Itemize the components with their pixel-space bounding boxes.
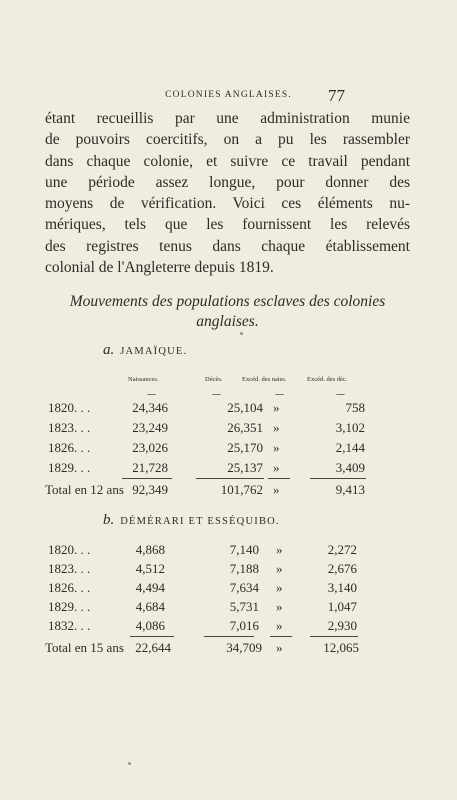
cell-year: 1823. . .	[48, 420, 91, 435]
cell-excess-deaths: 3,140	[327, 580, 357, 595]
total-label: Total en 15 ans	[45, 640, 124, 655]
section-title-line: anglaises.	[196, 313, 259, 330]
cell-births: 4,684	[135, 599, 165, 614]
total-rule	[130, 636, 174, 637]
total-rule	[204, 636, 254, 637]
cell-excess-births: »	[276, 542, 283, 557]
cell-year: 1829. . .	[48, 460, 91, 475]
total-excess-births: »	[276, 640, 283, 655]
cell-excess-deaths: 3,102	[335, 420, 365, 435]
col-header-deaths: Décès.	[205, 376, 223, 383]
cell-year: 1826. . .	[48, 440, 91, 455]
cell-excess-deaths: 2,930	[327, 618, 357, 633]
cell-deaths: 7,016	[229, 618, 259, 633]
cell-year: 1823. . .	[48, 561, 91, 576]
table-row	[0, 599, 457, 619]
table-total-row	[0, 640, 457, 660]
cell-births: 23,249	[132, 420, 168, 435]
cell-deaths: 7,140	[229, 542, 259, 557]
cell-deaths: 25,170	[227, 440, 263, 455]
total-label: Total en 12 ans	[45, 482, 124, 497]
cell-deaths: 7,634	[229, 580, 259, 595]
total-deaths: 34,709	[226, 640, 262, 655]
total-rule	[122, 478, 172, 479]
section-title	[45, 292, 410, 332]
table-row	[0, 618, 457, 638]
table-row	[0, 420, 457, 440]
col-header-excess-births: Excéd. des naiss.	[242, 376, 287, 383]
cell-births: 24,346	[132, 400, 168, 415]
cell-year: 1829. . .	[48, 599, 91, 614]
cell-births: 4,868	[135, 542, 165, 557]
cell-excess-births: »	[276, 599, 283, 614]
cell-excess-births: »	[276, 561, 283, 576]
cell-excess-deaths: 2,272	[327, 542, 357, 557]
cell-births: 4,494	[135, 580, 165, 595]
text-line: une période assez longue, pour donner des	[45, 173, 410, 191]
cell-excess-births: »	[273, 420, 280, 435]
text-line: de pouvoirs coercitifs, on a pu les rassembler	[45, 131, 410, 149]
body-paragraph	[45, 108, 410, 278]
text-line: mériques, tels que les fournissent les relevés	[45, 216, 410, 234]
table-a-heading	[103, 342, 187, 359]
text-line: étant recueillis par une administration munie	[45, 110, 410, 127]
text-line: colonial de l'Angleterre depuis 1819.	[45, 259, 274, 277]
table-row	[0, 561, 457, 581]
cell-excess-deaths: 3,409	[335, 460, 365, 475]
cell-deaths: 25,104	[227, 400, 263, 415]
table-row	[0, 542, 457, 562]
table-b-heading	[103, 512, 280, 529]
table-total-row	[0, 482, 457, 502]
cell-excess-births: »	[273, 460, 280, 475]
table-row	[0, 400, 457, 420]
col-header-births: Naissances.	[128, 376, 159, 383]
cell-excess-deaths: 2,144	[335, 440, 365, 455]
table-b-name: DÉMÉRARI ET ESSÉQUIBO.	[120, 516, 280, 527]
paper-speck	[240, 332, 243, 335]
total-deaths: 101,762	[220, 482, 263, 497]
total-births: 22,644	[135, 640, 171, 655]
cell-deaths: 5,731	[229, 599, 259, 614]
column-dash: —	[275, 390, 284, 400]
cell-year: 1832. . .	[48, 618, 91, 633]
cell-excess-births: »	[273, 400, 280, 415]
table-row	[0, 440, 457, 460]
cell-excess-deaths: 2,676	[327, 561, 357, 576]
table-a-name: JAMAÏQUE.	[120, 346, 188, 357]
running-head: COLONIES ANGLAISES.	[165, 90, 292, 100]
column-headers	[0, 376, 457, 386]
text-line: moyens de vérification. Voici ces éléments nu-	[45, 195, 410, 213]
total-excess-births: »	[273, 482, 280, 497]
table-a-letter: a.	[103, 342, 115, 358]
table-b-letter: b.	[103, 512, 115, 528]
section-title-line: Mouvements des populations esclaves des colonies	[69, 293, 386, 310]
text-line: des registres tenus dans chaque établissement	[45, 237, 410, 255]
column-dash: —	[212, 390, 221, 400]
total-births: 92,349	[132, 482, 168, 497]
total-rule	[310, 478, 366, 479]
cell-year: 1826. . .	[48, 580, 91, 595]
cell-deaths: 7,188	[229, 561, 259, 576]
total-excess-deaths: 12,065	[323, 640, 359, 655]
cell-excess-births: »	[276, 580, 283, 595]
cell-excess-births: »	[273, 440, 280, 455]
cell-births: 4,512	[135, 561, 165, 576]
total-rule	[268, 478, 290, 479]
column-dash: —	[336, 390, 345, 400]
text-line: dans chaque colonie, et suivre ce travail pendant	[45, 152, 410, 170]
cell-deaths: 25,137	[227, 460, 263, 475]
table-row	[0, 460, 457, 480]
cell-deaths: 26,351	[227, 420, 263, 435]
total-rule	[196, 478, 264, 479]
total-excess-deaths: 9,413	[335, 482, 365, 497]
table-row	[0, 580, 457, 600]
page-header	[0, 88, 457, 104]
total-rule	[310, 636, 358, 637]
cell-excess-births: »	[276, 618, 283, 633]
page-number: 77	[328, 86, 345, 105]
cell-year: 1820. . .	[48, 400, 91, 415]
column-dash: —	[147, 390, 156, 400]
total-rule	[270, 636, 292, 637]
cell-births: 21,728	[132, 460, 168, 475]
paper-speck	[128, 762, 131, 765]
cell-births: 23,026	[132, 440, 168, 455]
cell-year: 1820. . .	[48, 542, 91, 557]
cell-excess-deaths: 758	[345, 400, 365, 415]
col-header-excess-deaths: Excéd. des déc.	[307, 376, 348, 383]
cell-excess-deaths: 1,047	[327, 599, 357, 614]
cell-births: 4,086	[135, 618, 165, 633]
